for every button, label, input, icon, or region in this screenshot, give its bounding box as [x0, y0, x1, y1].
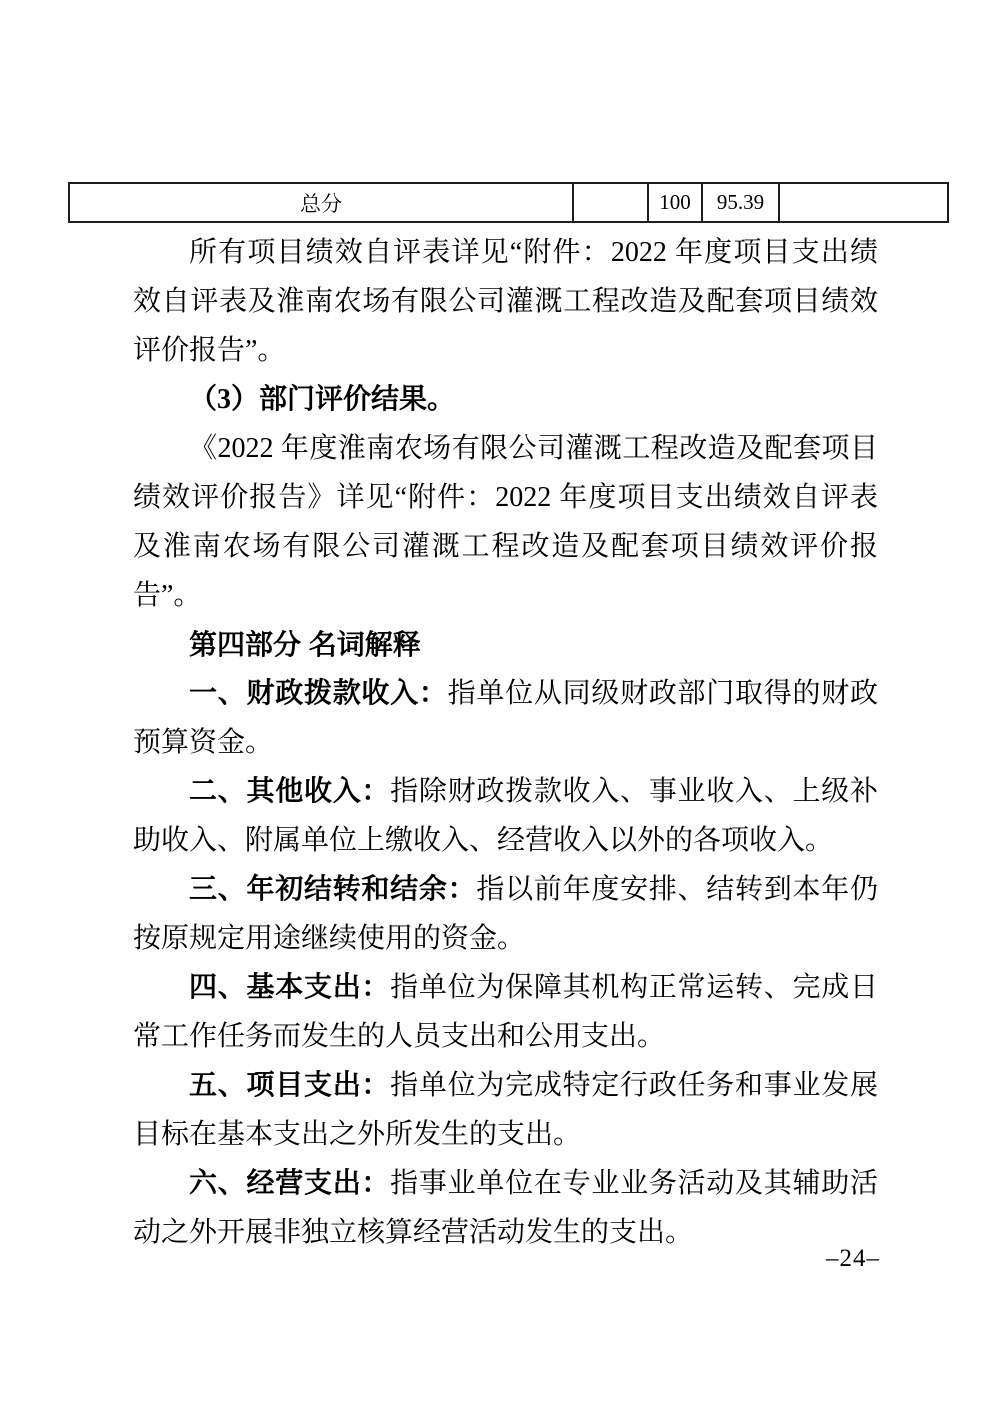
score-summary-table: [68, 182, 949, 223]
definition-text: 指单位为完成特定行政任务和事业发展目标在基本支出之外所发生的支出。: [133, 1070, 878, 1150]
definition-term: 四、基本支出：: [189, 972, 391, 1003]
page-number: –24–: [826, 1245, 880, 1272]
definition-text: 指事业单位在专业业务活动及其辅助活动之外开展非独立核算经营活动发生的支出。: [133, 1168, 878, 1248]
definition-term: 六、经营支出：: [189, 1168, 391, 1199]
definition-text: 指单位从同级财政部门取得的财政预算资金。: [133, 678, 878, 758]
definition-item-project-expenditure: [133, 1061, 878, 1159]
definition-text: 指以前年度安排、结转到本年仍按原规定用途继续使用的资金。: [133, 874, 878, 954]
definition-item-fiscal-appropriation-income: [133, 669, 878, 767]
score-value-cell: 95.39: [702, 183, 779, 222]
full-score-cell: 100: [648, 183, 702, 222]
definition-item-other-income: [133, 767, 878, 865]
definition-item-basic-expenditure: [133, 963, 878, 1061]
definition-term: 二、其他收入：: [189, 776, 391, 807]
total-score-label-cell: 总分: [69, 183, 573, 222]
document-body: [133, 228, 878, 1257]
empty-cell: [573, 183, 648, 222]
definition-term: 五、项目支出：: [189, 1070, 391, 1101]
empty-cell: [779, 183, 948, 222]
definition-term: 一、财政拨款收入：: [189, 678, 448, 709]
definition-text: 指单位为保障其机构正常运转、完成日常工作任务而发生的人员支出和公用支出。: [133, 972, 878, 1052]
paragraph-dept-eval-report: 《2022 年度淮南农场有限公司灌溉工程改造及配套项目绩效评价报告》详见“附件：2022 年度项目支出绩效自评表及淮南农场有限公司灌溉工程改造及配套项目绩效评价报告”。: [133, 433, 878, 611]
definition-text: 指除财政拨款收入、事业收入、上级补助收入、附属单位上缴收入、经营收入以外的各项收入。: [133, 776, 878, 856]
definition-item-operating-expenditure: [133, 1159, 878, 1257]
total-score-row: [69, 183, 948, 222]
section-title-part4-glossary: 第四部分 名词解释: [189, 629, 421, 660]
paragraph-self-eval-note: 所有项目绩效自评表详见“附件：2022 年度项目支出绩效自评表及淮南农场有限公司灌溉工程改造及配套项目绩效评价报告”。: [133, 237, 878, 366]
heading-department-evaluation-result: （3）部门评价结果。: [189, 384, 456, 415]
definition-term: 三、年初结转和结余：: [189, 874, 477, 905]
definition-item-carryover-and-surplus: [133, 865, 878, 963]
